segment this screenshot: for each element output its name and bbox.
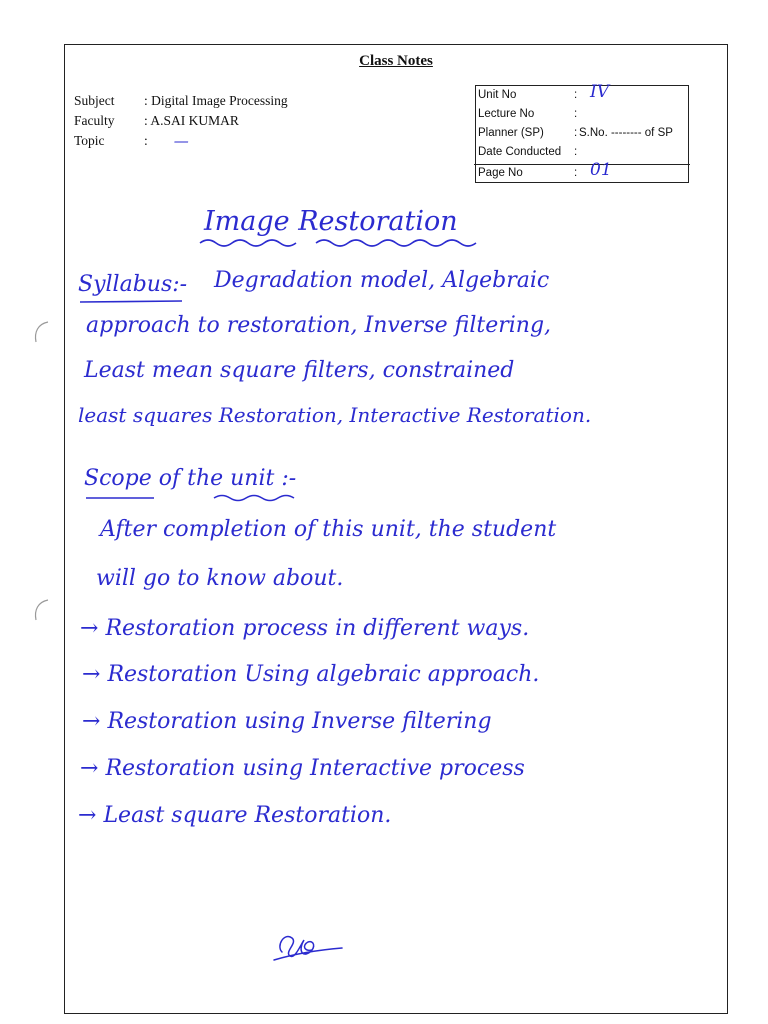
- point-text: Restoration Using algebraic approach.: [107, 662, 540, 687]
- faculty-value: : A.SAI KUMAR: [144, 113, 239, 128]
- scope-label: Scope of the unit :-: [84, 466, 297, 491]
- arrow-icon: →: [82, 662, 101, 687]
- signature-icon: [268, 922, 352, 968]
- faculty-label: Faculty: [74, 113, 115, 128]
- syllabus-line-3: Least mean square filters, constrained: [84, 358, 515, 383]
- date-row: Date Conducted :: [478, 143, 686, 162]
- unit-row: Unit No : IV: [478, 86, 686, 105]
- point-3: [82, 709, 492, 734]
- topic-label: Topic: [74, 133, 105, 148]
- lecture-label: Lecture No: [478, 108, 535, 120]
- lecture-row: Lecture No :: [478, 105, 686, 124]
- point-2: [82, 662, 539, 687]
- date-label: Date Conducted: [478, 146, 562, 158]
- point-text: Restoration process in different ways.: [105, 616, 530, 641]
- scope-line-1: After completion of this unit, the student: [100, 517, 557, 542]
- point-4: [80, 756, 525, 781]
- planner-label: Planner (SP): [478, 127, 544, 139]
- syllabus-line-1: Degradation model, Algebraic: [214, 268, 550, 293]
- arrow-icon: →: [80, 756, 99, 781]
- planner-value: S.No. -------- of SP: [579, 127, 673, 139]
- page-label: Page No: [478, 167, 523, 179]
- syllabus-label: Syllabus:-: [78, 272, 188, 297]
- scope-underline: [84, 492, 344, 504]
- meta-block: [74, 91, 288, 151]
- topic-value: :: [144, 133, 148, 148]
- faculty-row: [74, 111, 288, 131]
- point-text: Restoration using Inverse filtering: [107, 709, 492, 734]
- punch-hole-mark: [30, 596, 52, 626]
- subject-value: : Digital Image Processing: [144, 93, 288, 108]
- arrow-icon: →: [78, 803, 97, 828]
- subject-label: Subject: [74, 93, 115, 108]
- topic-handwritten: —: [173, 132, 189, 150]
- scope-line-2: will go to know about.: [96, 566, 344, 591]
- arrow-icon: →: [80, 616, 99, 641]
- point-5: [78, 803, 391, 828]
- page-row: Page No : 01: [478, 164, 686, 183]
- syllabus-line-4: least squares Restoration, Interactive Restoration.: [78, 403, 592, 427]
- point-text: Least square Restoration.: [103, 803, 392, 828]
- subject-row: [74, 91, 288, 111]
- planner-row: Planner (SP) : S.No. -------- of SP: [478, 124, 686, 143]
- syllabus-line-2: approach to restoration, Inverse filtering,: [86, 313, 552, 338]
- notes-heading: Image Restoration: [204, 206, 458, 237]
- topic-row: [74, 131, 288, 151]
- heading-underline: [196, 236, 496, 250]
- point-text: Restoration using Interactive process: [105, 756, 525, 781]
- page-value: 01: [590, 160, 612, 180]
- punch-hole-mark: [30, 318, 52, 348]
- page-title: Class Notes: [359, 53, 433, 69]
- unit-value: IV: [590, 82, 609, 102]
- arrow-icon: →: [82, 709, 101, 734]
- unit-label: Unit No: [478, 89, 517, 101]
- syllabus-underline: [78, 298, 188, 306]
- point-1: [80, 616, 529, 641]
- lecture-info-box: [475, 82, 689, 183]
